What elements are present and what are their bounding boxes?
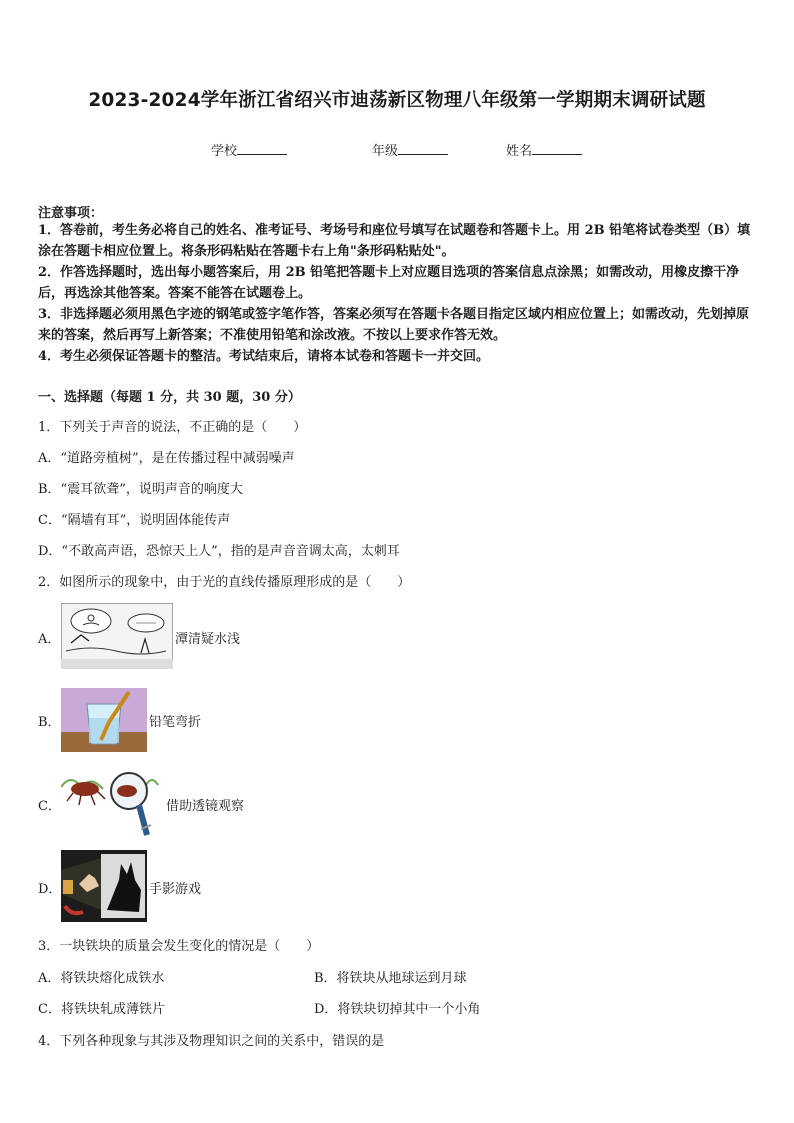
section-heading: 一、选择题（每题 1 分，共 30 题，30 分） [38,390,301,405]
question-1-stem: 1．下列关于声音的说法，不正确的是（ ） [38,420,307,435]
q3-option-c: C．将铁块轧成薄铁片 [38,1002,165,1017]
grade-blank [398,142,448,155]
q2-option-c-image [61,765,161,841]
q2-option-d-letter: D． [38,882,62,897]
school-label: 学校 [211,144,238,159]
q2-option-b-letter: B． [38,715,61,730]
name-field [506,140,582,159]
question-4-stem: 4．下列各种现象与其涉及物理知识之间的关系中，错误的是 [38,1034,385,1049]
note-item-2: 2．作答选择题时，选出每小题答案后，用 2B 铅笔把答题卡上对应题目选项的答案信息点涂黑；如需改动，用橡皮擦干净后，再选涂其他答案。答案不能答在试题卷上。 [38,265,740,301]
q2-option-a-text: 潭清疑水浅 [175,632,241,647]
school-field [211,140,287,159]
q1-option-a: A．“道路旁植树”，是在传播过程中减弱噪声 [38,451,295,466]
q2-option-a-image [61,603,173,669]
grade-label: 年级 [372,144,399,159]
notes-heading: 注意事项： [38,206,104,221]
q1-option-d: D．“不敢高声语，恐惊天上人”，指的是声音音调太高，太刺耳 [38,544,400,559]
question-2-stem: 2．如图所示的现象中，由于光的直线传播原理形成的是（ ） [38,575,411,590]
name-label: 姓名 [506,144,533,159]
q3-option-d: D．将铁块切掉其中一个小角 [314,1002,481,1017]
note-item-3: 3．非选择题必须用黑色字迹的钢笔或签字笔作答，答案必须写在答题卡各题目指定区域内相应位置上；如需改动，先划掉原来的答案，然后再写上新答案；不准使用铅笔和涂改液。不按以上要求作答无效。 [38,307,750,343]
grade-field [372,140,448,159]
q1-option-b: B．“震耳欲聋”，说明声音的响度大 [38,482,243,497]
q2-option-b-image [61,688,147,752]
q3-option-a: A．将铁块熔化成铁水 [38,971,165,986]
note-item-4: 4．考生必须保证答题卡的整洁。考试结束后，请将本试卷和答题卡一并交回。 [38,349,490,364]
q3-option-b: B．将铁块从地球运到月球 [314,971,467,986]
name-blank [532,142,582,155]
q1-option-c: C．“隔墙有耳”，说明固体能传声 [38,513,231,528]
q2-option-c-letter: C． [38,799,61,814]
q2-option-b-text: 铅笔弯折 [149,715,202,730]
page-title: 2023-2024学年浙江省绍兴市迪荡新区物理八年级第一学期期末调研试题 [88,90,706,111]
q2-option-a-letter: A． [38,632,61,647]
q2-option-d-image [61,850,147,922]
q2-option-d-text: 手影游戏 [149,882,202,897]
question-3-stem: 3．一块铁块的质量会发生变化的情况是（ ） [38,939,320,954]
note-item-1: 1．答卷前，考生务必将自己的姓名、准考证号、考场号和座位号填写在试题卷和答题卡上。用 2B 铅笔将试卷类型（B）填涂在答题卡相应位置上。将条形码粘贴在答题卡右上角"条形码粘贴处"。 [38,223,751,259]
q2-option-c-text: 借助透镜观察 [166,799,245,814]
school-blank [237,142,287,155]
